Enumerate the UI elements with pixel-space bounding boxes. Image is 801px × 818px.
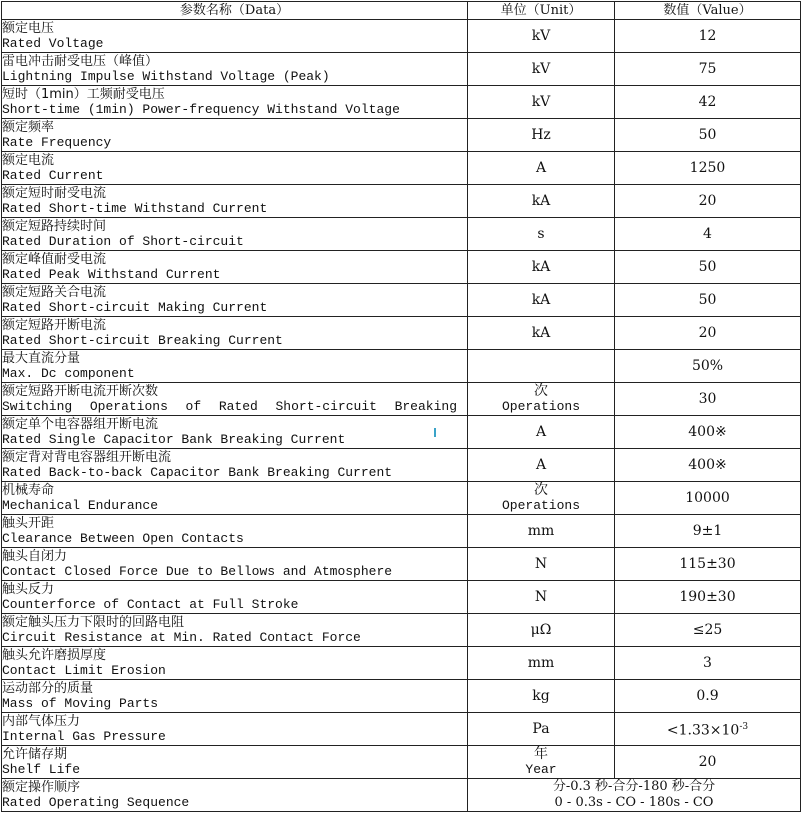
value-text: 3 bbox=[703, 655, 712, 671]
table-header-row bbox=[2, 2, 801, 20]
parameter-name-en: Shelf Life bbox=[2, 761, 81, 777]
value-cell bbox=[615, 581, 801, 614]
value-cell bbox=[615, 449, 801, 482]
value-text: 75 bbox=[698, 61, 717, 77]
table-row bbox=[2, 53, 801, 86]
cursor-mark bbox=[434, 428, 436, 437]
parameter-name-cn: 机械寿命 bbox=[2, 482, 55, 498]
parameter-name-cn: 额定频率 bbox=[2, 119, 55, 135]
parameter-name-en: Rated Operating Sequence bbox=[2, 794, 190, 810]
parameter-name-en: Mechanical Endurance bbox=[2, 497, 159, 513]
unit-label: N bbox=[534, 556, 548, 572]
unit-cell bbox=[468, 746, 615, 779]
value-cell bbox=[615, 185, 801, 218]
parameter-name-cell bbox=[2, 350, 468, 383]
table-row bbox=[2, 548, 801, 581]
parameter-name-cn: 触头反力 bbox=[2, 581, 55, 597]
value-text: 20 bbox=[698, 193, 717, 209]
unit-cell bbox=[468, 284, 615, 317]
specification-table bbox=[1, 1, 801, 812]
header-value: 数值（Value） bbox=[615, 2, 801, 20]
header-name: 参数名称（Data） bbox=[2, 2, 468, 20]
parameter-name-cell bbox=[2, 614, 468, 647]
parameter-name-en: Switching Operations of Rated Short-circuit Breaking bbox=[2, 398, 457, 414]
unit-label: 次 bbox=[534, 383, 548, 399]
table-row bbox=[2, 713, 801, 746]
value-text: 400※ bbox=[688, 424, 727, 440]
unit-cell bbox=[468, 680, 615, 713]
parameter-name-en: Rated Duration of Short-circuit bbox=[2, 233, 244, 249]
parameter-name-cell bbox=[2, 713, 468, 746]
value-cell bbox=[615, 119, 801, 152]
unit-cell bbox=[468, 515, 615, 548]
unit-label: kV bbox=[531, 61, 551, 77]
sequence-value-cn: 分-0.3 秒-合分-180 秒-合分 bbox=[552, 779, 716, 794]
table-row-operating-sequence bbox=[2, 779, 801, 812]
table-row bbox=[2, 416, 801, 449]
value-text: 12 bbox=[698, 28, 717, 44]
table-row bbox=[2, 185, 801, 218]
parameter-name-cell bbox=[2, 416, 468, 449]
unit-label: A bbox=[535, 160, 547, 176]
header-unit: 单位（Unit） bbox=[468, 2, 615, 20]
unit-label: 年 bbox=[534, 746, 548, 762]
unit-label: kV bbox=[531, 94, 551, 110]
parameter-name-cn: 额定单个电容器组开断电流 bbox=[2, 416, 159, 432]
unit-label: kV bbox=[531, 28, 551, 44]
value-cell bbox=[615, 680, 801, 713]
value-text: 10000 bbox=[685, 490, 730, 506]
value-cell bbox=[615, 251, 801, 284]
parameter-name-cn: 额定短路开断电流开断次数 bbox=[2, 383, 159, 399]
unit-label-en: Operations bbox=[501, 399, 580, 414]
parameter-name-en: Rated Voltage bbox=[2, 35, 104, 51]
unit-cell bbox=[468, 482, 615, 515]
parameter-name-cell bbox=[2, 680, 468, 713]
unit-label: kA bbox=[531, 193, 551, 209]
value-text: 115±30 bbox=[679, 556, 736, 572]
unit-label: Hz bbox=[531, 127, 551, 143]
parameter-name-cn: 触头允许磨损厚度 bbox=[2, 647, 107, 663]
parameter-name-cn: 运动部分的质量 bbox=[2, 680, 94, 696]
parameter-name-cn: 额定操作顺序 bbox=[2, 779, 81, 795]
parameter-name-cell bbox=[2, 482, 468, 515]
unit-cell bbox=[468, 713, 615, 746]
table-row bbox=[2, 746, 801, 779]
parameter-name-en: Counterforce of Contact at Full Stroke bbox=[2, 596, 299, 612]
value-text: 190±30 bbox=[679, 589, 736, 605]
parameter-name-en: Mass of Moving Parts bbox=[2, 695, 159, 711]
parameter-name-cn: 内部气体压力 bbox=[2, 713, 81, 729]
parameter-name-en: Contact Closed Force Due to Bellows and Atmosphere bbox=[2, 563, 393, 579]
value-cell bbox=[615, 416, 801, 449]
unit-label: Pa bbox=[532, 721, 550, 737]
unit-cell bbox=[468, 20, 615, 53]
unit-cell bbox=[468, 647, 615, 680]
parameter-name-cell bbox=[2, 515, 468, 548]
parameter-name-cell bbox=[2, 383, 468, 416]
value-text: 1250 bbox=[689, 160, 726, 176]
value-text: <1.33×10 bbox=[666, 722, 740, 739]
parameter-name-cn: 触头自闭力 bbox=[2, 548, 68, 564]
table-row bbox=[2, 317, 801, 350]
parameter-name-cn: 短时（1min）工频耐受电压 bbox=[2, 86, 165, 102]
parameter-name-cell bbox=[2, 284, 468, 317]
unit-label: kg bbox=[532, 688, 550, 704]
value-cell bbox=[615, 317, 801, 350]
parameter-name-en: Lightning Impulse Withstand Voltage (Peak) bbox=[2, 68, 330, 84]
value-text: 50 bbox=[698, 292, 717, 308]
value-text: 50 bbox=[698, 127, 717, 143]
value-text: 9±1 bbox=[692, 523, 723, 539]
parameter-name-cell bbox=[2, 53, 468, 86]
parameter-name-en: Rated Peak Withstand Current bbox=[2, 266, 221, 282]
unit-label: μΩ bbox=[530, 622, 552, 638]
parameter-name-cn: 额定峰值耐受电流 bbox=[2, 251, 107, 267]
parameter-name-en: Rated Short-time Withstand Current bbox=[2, 200, 268, 216]
value-cell bbox=[615, 482, 801, 515]
parameter-name-cell bbox=[2, 317, 468, 350]
value-cell bbox=[615, 548, 801, 581]
value-cell bbox=[615, 284, 801, 317]
table-row bbox=[2, 119, 801, 152]
parameter-name-cn: 额定背对背电容器组开断电流 bbox=[2, 449, 172, 465]
value-cell bbox=[615, 350, 801, 383]
unit-cell bbox=[468, 581, 615, 614]
table-row bbox=[2, 218, 801, 251]
table-row bbox=[2, 350, 801, 383]
value-cell bbox=[615, 515, 801, 548]
parameter-name-cell bbox=[2, 86, 468, 119]
value-text: 50 bbox=[698, 259, 717, 275]
parameter-name-en: Rated Short-circuit Breaking Current bbox=[2, 332, 283, 348]
parameter-name-cn: 额定短路持续时间 bbox=[2, 218, 107, 234]
parameter-name-cn: 额定短路开断电流 bbox=[2, 317, 107, 333]
unit-label: kA bbox=[531, 292, 551, 308]
value-text: 50% bbox=[691, 358, 724, 374]
parameter-name-en: Rated Back-to-back Capacitor Bank Breaking Current bbox=[2, 464, 393, 480]
table-row bbox=[2, 383, 801, 416]
value-text: ≤25 bbox=[692, 622, 723, 638]
parameter-name-en: Rate Frequency bbox=[2, 134, 112, 150]
value-exponent: -3 bbox=[739, 722, 749, 733]
parameter-name-cell bbox=[2, 779, 468, 812]
table-row bbox=[2, 251, 801, 284]
parameter-name-cell bbox=[2, 119, 468, 152]
value-cell bbox=[615, 152, 801, 185]
value-cell bbox=[615, 53, 801, 86]
value-cell bbox=[615, 713, 801, 746]
parameter-name-cn: 允许储存期 bbox=[2, 746, 68, 762]
unit-cell bbox=[468, 548, 615, 581]
unit-label: s bbox=[537, 226, 545, 242]
value-cell bbox=[615, 20, 801, 53]
table-row bbox=[2, 581, 801, 614]
unit-label: A bbox=[535, 424, 547, 440]
table-row bbox=[2, 449, 801, 482]
table-row bbox=[2, 482, 801, 515]
unit-cell bbox=[468, 53, 615, 86]
value-cell bbox=[615, 218, 801, 251]
value-cell bbox=[615, 383, 801, 416]
parameter-name-en: Rated Single Capacitor Bank Breaking Current bbox=[2, 431, 346, 447]
unit-label: kA bbox=[531, 325, 551, 341]
parameter-name-cell bbox=[2, 449, 468, 482]
unit-label-en: Year bbox=[525, 762, 557, 777]
unit-cell bbox=[468, 317, 615, 350]
unit-label: mm bbox=[527, 523, 555, 539]
value-text: 20 bbox=[698, 325, 717, 341]
unit-cell bbox=[468, 350, 615, 383]
unit-cell bbox=[468, 119, 615, 152]
parameter-name-en: Clearance Between Open Contacts bbox=[2, 530, 244, 546]
parameter-name-cell bbox=[2, 20, 468, 53]
table-row bbox=[2, 680, 801, 713]
parameter-name-en: Rated Short-circuit Making Current bbox=[2, 299, 268, 315]
parameter-name-en: Rated Current bbox=[2, 167, 104, 183]
parameter-name-cell bbox=[2, 218, 468, 251]
table-body bbox=[2, 20, 801, 812]
value-text: 42 bbox=[698, 94, 717, 110]
value-cell bbox=[615, 86, 801, 119]
unit-cell bbox=[468, 218, 615, 251]
value-cell bbox=[615, 746, 801, 779]
unit-cell bbox=[468, 251, 615, 284]
parameter-name-cn: 额定触头压力下限时的回路电阻 bbox=[2, 614, 185, 630]
unit-label: 次 bbox=[534, 482, 548, 498]
table-row bbox=[2, 86, 801, 119]
parameter-name-cell bbox=[2, 251, 468, 284]
unit-label: A bbox=[535, 457, 547, 473]
unit-label-en: Operations bbox=[501, 498, 580, 513]
parameter-name-en: Max. Dc component bbox=[2, 365, 135, 381]
unit-cell bbox=[468, 614, 615, 647]
unit-cell bbox=[468, 86, 615, 119]
parameter-name-cn: 额定短路关合电流 bbox=[2, 284, 107, 300]
value-text: 4 bbox=[703, 226, 712, 242]
parameter-name-cell bbox=[2, 152, 468, 185]
unit-cell bbox=[468, 449, 615, 482]
parameter-name-cell bbox=[2, 647, 468, 680]
value-cell bbox=[615, 647, 801, 680]
parameter-name-cn: 额定电流 bbox=[2, 152, 55, 168]
value-text: 400※ bbox=[688, 457, 727, 473]
parameter-name-cn: 额定电压 bbox=[2, 20, 55, 36]
unit-cell bbox=[468, 185, 615, 218]
unit-label: kA bbox=[531, 259, 551, 275]
parameter-name-cell bbox=[2, 185, 468, 218]
parameter-name-en: Short-time (1min) Power-frequency Withstand Voltage bbox=[2, 101, 400, 117]
unit-cell bbox=[468, 383, 615, 416]
table-row bbox=[2, 284, 801, 317]
value-cell bbox=[615, 614, 801, 647]
table-row bbox=[2, 647, 801, 680]
parameter-name-cell bbox=[2, 746, 468, 779]
value-text: 0.9 bbox=[696, 688, 719, 704]
parameter-name-cn: 最大直流分量 bbox=[2, 350, 81, 366]
parameter-name-cell bbox=[2, 548, 468, 581]
parameter-name-en: Internal Gas Pressure bbox=[2, 728, 166, 744]
unit-cell bbox=[468, 416, 615, 449]
unit-label: N bbox=[534, 589, 548, 605]
table-row bbox=[2, 515, 801, 548]
table-row bbox=[2, 20, 801, 53]
parameter-name-cn: 额定短时耐受电流 bbox=[2, 185, 107, 201]
table-row bbox=[2, 152, 801, 185]
parameter-name-en: Contact Limit Erosion bbox=[2, 662, 166, 678]
sequence-value-cell bbox=[468, 779, 801, 812]
unit-label: mm bbox=[527, 655, 555, 671]
parameter-name-cn: 触头开距 bbox=[2, 515, 55, 531]
value-text: 20 bbox=[698, 754, 717, 770]
parameter-name-cell bbox=[2, 581, 468, 614]
table-row bbox=[2, 614, 801, 647]
value-text: 30 bbox=[698, 391, 717, 407]
sequence-value-en: 0 - 0.3s - CO - 180s - CO bbox=[554, 795, 714, 810]
unit-cell bbox=[468, 152, 615, 185]
parameter-name-cn: 雷电冲击耐受电压（峰值） bbox=[2, 53, 159, 69]
parameter-name-en: Circuit Resistance at Min. Rated Contact Force bbox=[2, 629, 361, 645]
